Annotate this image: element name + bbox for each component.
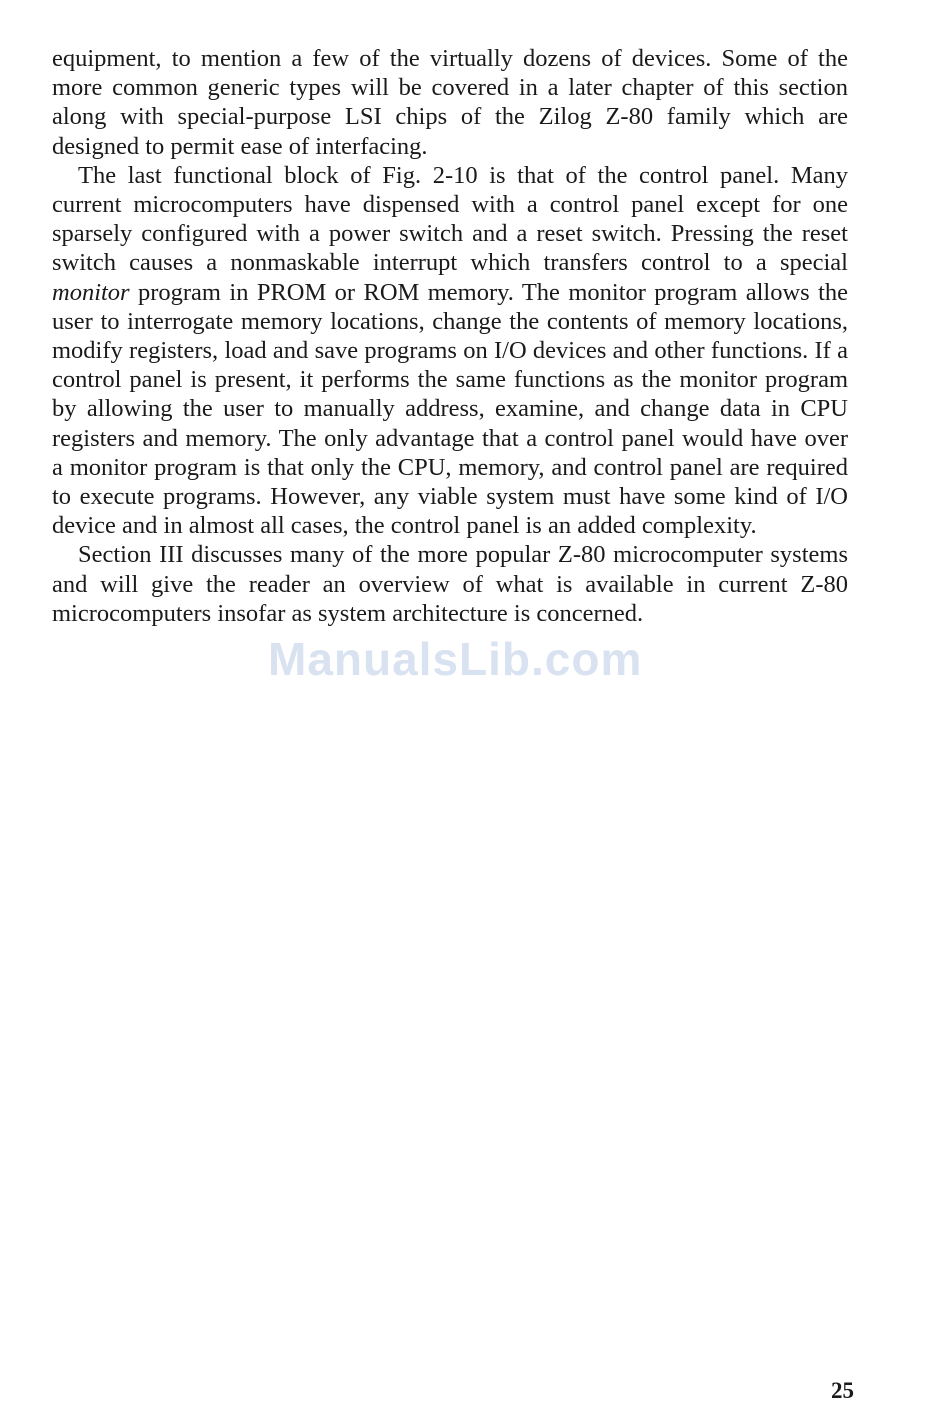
- text-run: Section III discusses many of the more popular Z-80 microcomputer systems and will give the reader an overview of what is available in current Z-80 microcomputers insofar as system architecture is concerned.: [52, 541, 848, 627]
- body-text: [52, 44, 848, 628]
- text-run: The last functional block of Fig. 2-10 is that of the control panel. Many current microcomputers have dispensed with a control panel except for one sparsely configured with a power switch and a reset switch. Pressing the reset switch causes a nonmaskable interrupt which transfers control to a special: [52, 161, 848, 277]
- watermark: ManualsLib.com: [268, 633, 643, 685]
- page-number: 25: [831, 1378, 854, 1403]
- italic-term: monitor: [52, 278, 130, 306]
- text-run: equipment, to mention a few of the virtually dozens of devices. Some of the more common generic types will be covered in a later chapter of this section along with special-purpose LSI chips of the Zilog Z-80 family which are designed to permit ease of interfacing.: [52, 45, 848, 160]
- text-run: program in PROM or ROM memory. The monitor program allows the user to interrogate memory locations, change the contents of memory locations, modify registers, load and save programs on I/O devices and other functions. If a control panel is present, it performs the same functions as the monitor program by allowing the user to manually address, examine, and change data in CPU registers and memory. The only advantage that a control panel would have over a monitor program is that only the CPU, memory, and control panel are required to execute programs. However, any viable system must have some kind of I/O device and in almost all cases, the control panel is an added complexity.: [52, 278, 848, 540]
- paragraph: [52, 161, 848, 541]
- paragraph: [52, 44, 848, 161]
- paragraph: [52, 540, 848, 628]
